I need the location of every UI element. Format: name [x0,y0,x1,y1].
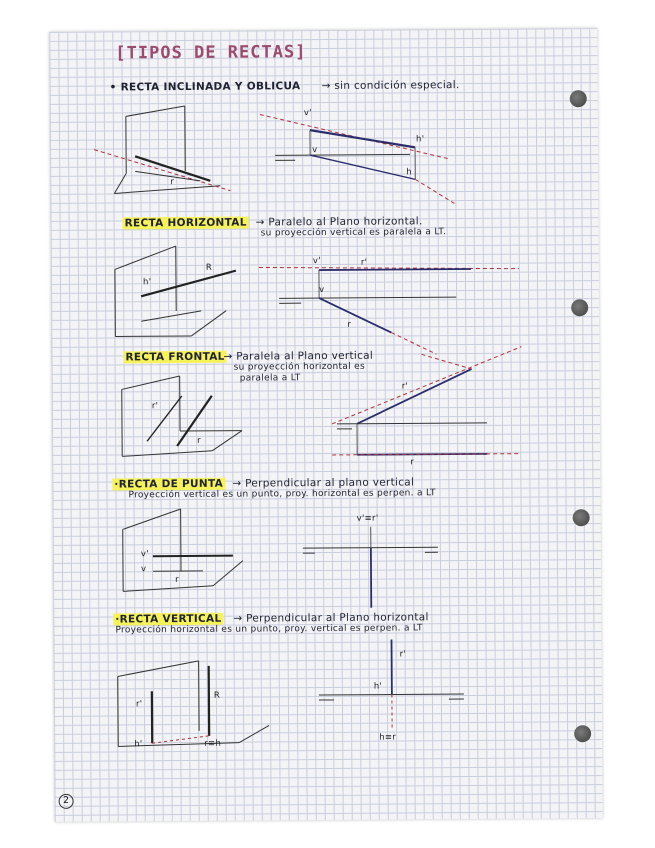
label-r-proj-dihedral: r' [399,649,407,660]
label-r: r [197,435,201,446]
label-r-h: r≡h [204,738,222,749]
label-v: v [312,145,318,156]
section-heading-horizontal: RECTA HORIZONTAL [124,216,247,230]
label-r-proj: r' [360,257,368,268]
section-heading-oblique: • RECTA INCLINADA Y OBLICUA [109,80,301,94]
label-R: R [205,262,213,273]
section-desc-horizontal: → Paralelo al Plano horizontal. [255,215,423,229]
label-r-proj: r' [151,401,159,412]
section-heading-punta: ·RECTA DE PUNTA [114,477,224,491]
label-v-proj: v' [140,549,149,560]
label-h-proj-dihedral: h' [373,681,383,692]
label-v-proj: v' [312,256,321,267]
label-v: v [319,285,325,296]
label-h: h [406,167,412,178]
section-heading-vertical: ·RECTA VERTICAL [115,612,222,626]
label-h-proj: h' [134,739,143,750]
label-point: v'≡r' [356,513,379,524]
section-desc-vertical-2: Proyección horizontal es un punto, proy. vertical es perpen. a LT [115,623,423,636]
notebook-page [49,28,603,822]
section-desc-horizontal-2: su proyección vertical es paralela a LT. [260,227,447,239]
section-desc-frontal: → Paralela al Plano vertical [223,349,374,363]
label-r-dihedral: r [410,457,415,468]
section-desc-frontal-3: paralela a LT [239,373,301,384]
section-heading-frontal: RECTA FRONTAL [125,350,225,364]
section-desc-frontal-2: su proyección horizontal es [233,361,366,373]
page-title: [TIPOS DE RECTAS] [115,42,307,64]
label-r-proj: r' [135,699,143,710]
figure-vertical [49,28,603,822]
page-number: 2 [59,794,74,809]
label-R: R [213,690,221,701]
label-r: r [175,575,179,586]
label-r: r [347,319,352,330]
label-h-proj: h' [415,134,425,145]
section-desc-punta-2: Proyección vertical es un punto, proy. horizontal es perpen. a LT [128,488,436,501]
label-r: r [170,177,175,188]
label-r-proj-dihedral: r' [401,381,409,392]
label-h-proj: h' [142,277,152,288]
label-v: v [140,564,147,575]
label-v-proj: v' [303,108,312,119]
section-desc-punta: → Perpendicular al plano vertical [232,476,415,490]
section-desc-oblique: → sin condición especial. [321,79,460,93]
section-desc-vertical: → Perpendicular al Plano horizontal [233,611,429,625]
label-h-r: h≡r [379,732,397,743]
